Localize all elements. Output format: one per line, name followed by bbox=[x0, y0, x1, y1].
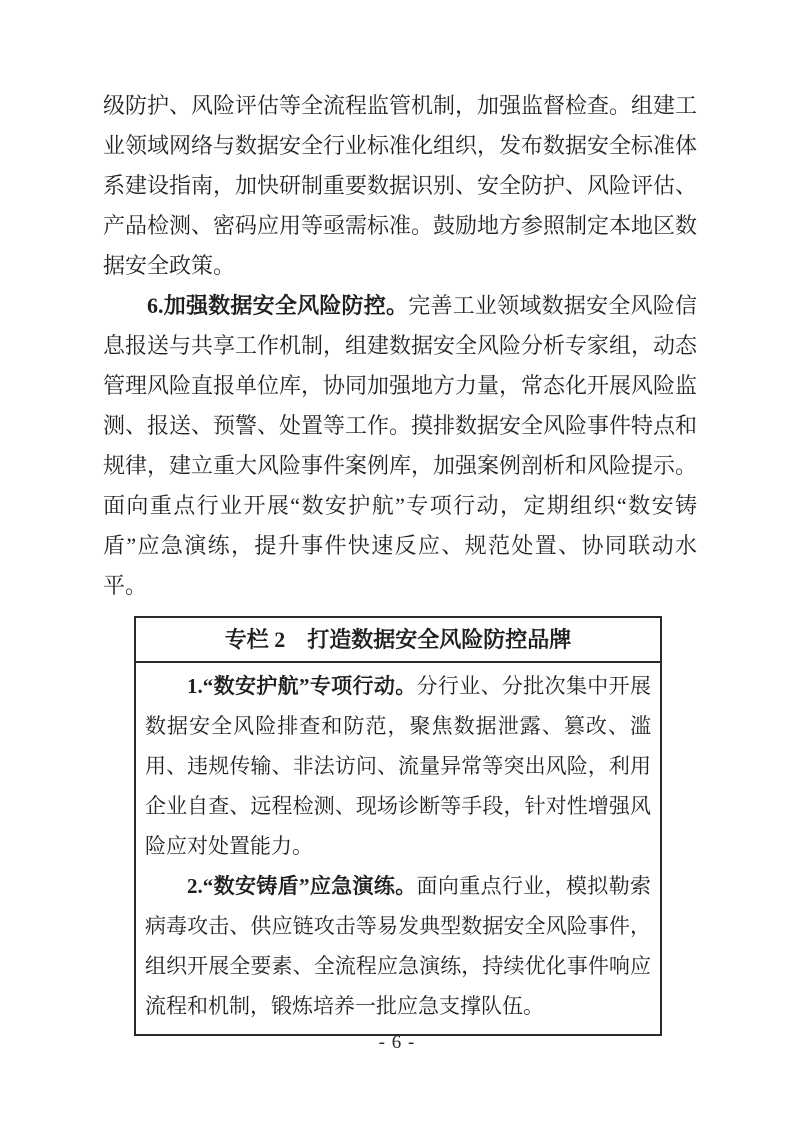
callout-box-item-2 bbox=[145, 866, 651, 1026]
callout-item-lead: 2.“数安铸盾”应急演练。 bbox=[187, 874, 417, 898]
page-number: - 6 - bbox=[378, 1032, 416, 1053]
callout-item-text: 分行业、分批次集中开展数据安全风险排查和防范，聚焦数据泄露、篡改、滥用、违规传输、非法访问、流量异常等突出风险，利用企业自查、远程检测、现场诊断等手段，针对性增强风险应对处置能力。 bbox=[145, 674, 651, 858]
paragraph-lead: 6.加强数据安全风险防控。 bbox=[147, 293, 409, 318]
callout-box-title: 专栏 2 打造数据安全风险防控品牌 bbox=[136, 618, 660, 663]
callout-box-body bbox=[136, 663, 660, 1034]
page-content bbox=[103, 86, 697, 1036]
paragraph-continuation bbox=[103, 86, 697, 286]
paragraph-text: 完善工业领域数据安全风险信息报送与共享工作机制，组建数据安全风险分析专家组，动态管理风险直报单位库，协同加强地方力量，常态化开展风险监测、报送、预警、处置等工作。摸排数据安全风险事件特点和规律，建立重大风险事件案例库，加强案例剖析和风险提示。面向重点行业开展“数安护航”专项行动，定期组织“数安铸盾”应急演练，提升事件快速反应、规范处置、协同联动水平。 bbox=[103, 293, 698, 598]
callout-box-item-1 bbox=[145, 666, 651, 866]
callout-box-column-2 bbox=[134, 616, 662, 1036]
callout-item-lead: 1.“数安护航”专项行动。 bbox=[187, 674, 417, 698]
paragraph-text: 级防护、风险评估等全流程监管机制，加强监督检查。组建工业领域网络与数据安全行业标准化组织，发布数据安全标准体系建设指南，加快研制重要数据识别、安全防护、风险评估、产品检测、密码应用等亟需标准。鼓励地方参照制定本地区数据安全政策。 bbox=[103, 93, 698, 278]
callout-item-text: 面向重点行业，模拟勒索病毒攻击、供应链攻击等易发典型数据安全风险事件，组织开展全要素、全流程应急演练，持续优化事件响应流程和机制，锻炼培养一批应急支撑队伍。 bbox=[145, 874, 651, 1018]
paragraph-item-6 bbox=[103, 286, 697, 606]
